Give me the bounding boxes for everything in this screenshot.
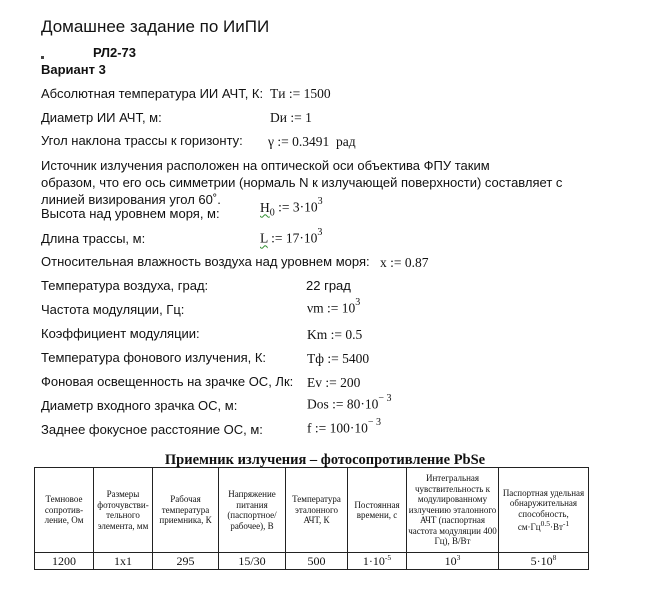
table-header-row <box>35 468 589 553</box>
humidity-label: Относительная влажность воздуха над уровнем моря: <box>41 254 370 269</box>
header-dark-resistance: Темновое сопротив-ление, Ом <box>35 468 94 553</box>
pupil-label: Диаметр входного зрачка ОС, м: <box>41 398 238 413</box>
height-label: Высота над уровнем моря, м: <box>41 206 220 221</box>
mod-freq-formula: νm := $10^3$ <box>307 297 361 316</box>
header-time-constant: Постоянная времени, с <box>348 468 407 553</box>
pupil-formula: Dos := $80\cdot 10^{- 3}$ <box>307 393 392 412</box>
cell-time-constant: $1\cdot 10^{-5}$ <box>348 553 407 570</box>
bg-illum-formula: Ev := 200 <box>307 375 361 390</box>
focal-label: Заднее фокусное расстояние ОС, м: <box>41 422 263 437</box>
bg-temp-formula: Tф := 5400 <box>307 351 370 366</box>
angle-formula: γ := 0.3491 рад <box>268 134 356 149</box>
variant-label: Вариант 3 <box>41 62 106 77</box>
group-code: РЛ2-73 <box>93 45 136 60</box>
cell-detectivity: $5\cdot 10^8$ <box>499 553 589 570</box>
header-element-size: Размеры фоточувстви-тельного элемента, мм <box>94 468 153 553</box>
detector-spec-table <box>34 467 589 570</box>
mod-coef-formula: Km := 0.5 <box>307 327 363 342</box>
diam-label: Диаметр ИИ АЧТ, м: <box>41 110 162 125</box>
cell-ref-temp: 500 <box>286 553 348 570</box>
temp-abs-formula: Tи := 1500 <box>270 86 331 101</box>
angle-label: Угол наклона трассы к горизонту: <box>41 133 243 148</box>
bg-illum-label: Фоновая освещенность на зрачке ОС, Лк: <box>41 374 294 389</box>
air-temp-label: Температура воздуха, град: <box>41 278 209 293</box>
mod-freq-label: Частота модуляции, Гц: <box>41 302 185 317</box>
focal-formula: f := $100\cdot 10^{- 3}$ <box>307 417 382 436</box>
group-line <box>41 45 136 60</box>
header-sensitivity: Интегральная чувствительность к модулированному излучению эталонного АЧТ (паспортная частота модуляции 400 Гц), В/Вт <box>407 468 499 553</box>
source-line-2: образом, что его ось симметрии (нормаль N к излучающей поверхности) составляет с <box>41 175 563 190</box>
cell-sensitivity: $10^3$ <box>407 553 499 570</box>
height-formula: $H_0$ := $3\cdot 10^3$ <box>260 196 323 219</box>
table-row <box>35 553 589 570</box>
cell-element-size: 1х1 <box>94 553 153 570</box>
header-voltage: Напряжение питания (паспортное/ рабочее), В <box>219 468 286 553</box>
cell-dark-resistance: 1200 <box>35 553 94 570</box>
diam-formula: Dи := 1 <box>270 110 312 125</box>
mod-coef-label: Коэффициент модуляции: <box>41 326 200 341</box>
bg-temp-label: Температура фонового излучения, К: <box>41 350 267 365</box>
length-formula: L := $17\cdot 10^3$ <box>260 227 323 246</box>
header-ref-temp: Температура эталонного АЧТ, К <box>286 468 348 553</box>
cell-work-temp: 295 <box>153 553 219 570</box>
header-work-temp: Рабочая температура приемника, К <box>153 468 219 553</box>
source-line-3: линией визирования угол 60˚. <box>41 192 221 207</box>
redacted-name <box>41 49 93 58</box>
doc-title: Домашнее задание по ИиПИ <box>41 17 270 36</box>
header-detectivity: Паспортная удельная обнаружительная способность, $см\cdot Гц^{0.5}\cdot Вт^{-1}$ <box>499 468 589 553</box>
source-line-1: Источник излучения расположен на оптической оси объектива ФПУ таким <box>41 158 490 173</box>
length-label: Длина трассы, м: <box>41 231 146 246</box>
humidity-formula: x := 0.87 <box>380 255 429 270</box>
cell-voltage: 15/30 <box>219 553 286 570</box>
temp-abs-label: Абсолютная температура ИИ АЧТ, К: <box>41 86 264 101</box>
table-title: Приемник излучения – фотосопротивление PbSe <box>164 452 486 468</box>
air-temp-value: 22 град <box>306 278 351 293</box>
